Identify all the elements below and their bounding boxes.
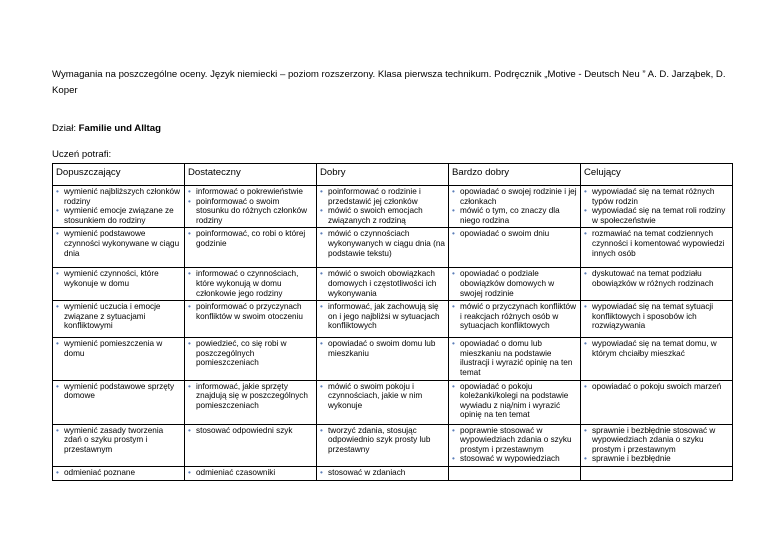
table-cell [185,338,317,380]
bullet-list [584,229,729,258]
table-cell [185,268,317,301]
list-item: • mówić o przyczynach konfliktów i reakcjach różnych osób w sytuacjach konfliktowych [452,302,577,331]
table-row [53,424,733,466]
bullet-list [188,426,313,436]
list-item: • wypowiadać się na temat sytuacji konfliktowych i sposobów ich rozwiązywania [584,302,729,331]
list-item: • sprawnie i bezbłędnie [584,454,729,464]
bullet-list [56,302,181,331]
table-cell [185,228,317,268]
bullet-list [320,339,445,358]
list-item: • opowiadać o swoim domu lub mieszkaniu [320,339,445,358]
list-item: • mówić o swoich emocjach związanych z rodziną [320,206,445,225]
bullet-list [320,426,445,455]
bullet-list [56,339,181,358]
table-cell [581,186,733,228]
list-item: • wymienić uczucia i emocje związane z sytuacjami konfliktowymi [56,302,181,331]
bullet-list [56,229,181,258]
list-item: • informować, jak zachowują się on i jego najbliżsi w sytuacjach konfliktowych [320,302,445,331]
bullet-list [56,468,181,478]
list-item: • wymienić czynności, które wykonuje w domu [56,269,181,288]
bullet-list [320,229,445,258]
table-cell [581,338,733,380]
table-cell [185,186,317,228]
bullet-list [452,269,577,298]
col-header-dobry: Dobry [317,164,449,186]
col-header-celujacy: Celujący [581,164,733,186]
table-body [53,186,733,481]
bullet-list [56,187,181,225]
table-cell [317,228,449,268]
list-item: • opowiadać o pokoju swoich marzeń [584,382,729,392]
table-cell [53,466,185,480]
bullet-list [452,339,577,377]
table-cell [449,301,581,338]
list-item: • informować, jakie sprzęty znajdują się w poszczególnych pomieszczeniach [188,382,313,411]
table-cell [185,424,317,466]
table-cell [185,466,317,480]
list-item: • rozmawiać na temat codziennych czynności i komentować wypowiedzi innych osób [584,229,729,258]
bullet-list [188,468,313,478]
list-item: • opowiadać o domu lub mieszkaniu na podstawie ilustracji i wyrazić opinię na ten temat [452,339,577,377]
list-item: • wypowiadać się na temat domu, w którym chciałby mieszkać [584,339,729,358]
table-row [53,186,733,228]
table-cell [53,268,185,301]
table-row [53,268,733,301]
bullet-list [320,187,445,225]
table-cell [449,424,581,466]
list-item: • poinformować o swoim stosunku do różnych członków rodziny [188,197,313,226]
table-cell [185,380,317,424]
bullet-list [188,269,313,298]
section-heading [52,123,161,134]
bullet-list [452,302,577,331]
bullet-list [188,229,313,248]
table-cell [53,424,185,466]
list-item: • opowiadać o pokoju koleżanki/kolegi na podstawie wywiadu z nią/nim i wyrazić opinię na ten temat [452,382,577,420]
table-row [53,380,733,424]
document-intro: Wymagania na poszczególne oceny. Język niemiecki – poziom rozszerzony. Klasa pierwsza technikum. Podręcznik „Motive - Deutsch Neu ” A. D. Jarząbek, D. Koper [52,69,726,96]
list-item: • tworzyć zdania, stosując odpowiednio szyk prosty lub przestawny [320,426,445,455]
bullet-list [56,382,181,401]
table-cell [581,424,733,466]
bullet-list [320,468,445,478]
list-item: • wymienić pomieszczenia w domu [56,339,181,358]
table-cell [53,301,185,338]
list-item: • mówić o swoim pokoju i czynnościach, jakie w nim wykonuje [320,382,445,411]
bullet-list [584,426,729,464]
bullet-list [452,382,577,420]
list-item: • poinformować o przyczynach konfliktów w swoim otoczeniu [188,302,313,321]
bullet-list [584,302,729,331]
list-item: • mówić o czynnościach wykonywanych w ciągu dnia (na podstawie tekstu) [320,229,445,258]
list-item: • wymienić podstawowe czynności wykonywane w ciągu dnia [56,229,181,258]
table-header-row [53,164,733,186]
bullet-list [188,382,313,411]
list-item: • powiedzieć, co się robi w poszczególnych pomieszczeniach [188,339,313,368]
table-row [53,301,733,338]
list-item: • stosować w wypowiedziach [452,454,577,464]
bullet-list [584,269,729,288]
table-cell [581,268,733,301]
list-item: • wymienić zasady tworzenia zdań o szyku prostym i przestawnym [56,426,181,455]
bullet-list [320,269,445,298]
bullet-list [188,339,313,368]
table-cell [449,268,581,301]
list-item: • opowiadać o swojej rodzinie i jej członkach [452,187,577,206]
table-cell [449,228,581,268]
list-item: • stosować odpowiedni szyk [188,426,313,436]
list-item: • odmieniać czasowniki [188,468,313,478]
list-item: • wypowiadać się na temat roli rodziny w społeczeństwie [584,206,729,225]
col-header-dostateczny: Dostateczny [185,164,317,186]
student-can-label: Uczeń potrafi: [52,149,112,160]
list-item: • wymienić najbliższych członków rodziny [56,187,181,206]
table-cell [53,380,185,424]
table-cell [317,424,449,466]
list-item: • wymienić emocje związane ze stosunkiem do rodziny [56,206,181,225]
table-cell [53,338,185,380]
table-row [53,466,733,480]
list-item: • poinformować o rodzinie i przedstawić jej członków [320,187,445,206]
list-item: • poprawnie stosować w wypowiedziach zdania o szyku prostym i przestawnym [452,426,577,455]
table-cell [449,466,581,480]
table-cell [449,380,581,424]
requirements-table [52,163,733,481]
table-cell [53,186,185,228]
list-item: • poinformować, co robi o której godzinie [188,229,313,248]
bullet-list [188,302,313,321]
bullet-list [452,229,577,239]
list-item: • dyskutować na temat podziału obowiązków w różnych rodzinach [584,269,729,288]
list-item: • mówić o tym, co znaczy dla niego rodzina [452,206,577,225]
list-item: • opowiadać o podziale obowiązków domowych w swojej rodzinie [452,269,577,298]
table-cell [581,380,733,424]
list-item: • wymienić podstawowe sprzęty domowe [56,382,181,401]
list-item: • wypowiadać się na temat różnych typów rodzin [584,187,729,206]
list-item: • stosować w zdaniach [320,468,445,478]
table-cell [449,338,581,380]
table-cell [317,338,449,380]
list-item: • mówić o swoich obowiązkach domowych i częstotliwości ich wykonywania [320,269,445,298]
table-cell [317,186,449,228]
bullet-list [320,302,445,331]
table-cell [53,228,185,268]
table-cell [581,301,733,338]
table-row [53,228,733,268]
table-cell [317,380,449,424]
table-cell [317,466,449,480]
bullet-list [584,339,729,358]
bullet-list [56,426,181,455]
table-cell [317,301,449,338]
bullet-list [56,269,181,288]
list-item: • informować o czynnościach, które wykonują w domu członkowie jego rodziny [188,269,313,298]
table-cell [449,186,581,228]
section-title: Familie und Alltag [78,123,161,134]
bullet-list [584,187,729,225]
table-cell [581,466,733,480]
table-row [53,338,733,380]
bullet-list [584,382,729,392]
table-cell [581,228,733,268]
table-cell [185,301,317,338]
bullet-list [452,426,577,464]
bullet-list [320,382,445,411]
bullet-list [188,187,313,225]
col-header-dopuszczajacy: Dopuszczający [53,164,185,186]
list-item: • informować o pokrewieństwie [188,187,313,197]
col-header-bardzo-dobry: Bardzo dobry [449,164,581,186]
list-item: • sprawnie i bezbłędnie stosować w wypowiedziach zdania o szyku prostym i przestawnym [584,426,729,455]
table-cell [317,268,449,301]
list-item: • odmieniać poznane [56,468,181,478]
list-item: • opowiadać o swoim dniu [452,229,577,239]
bullet-list [452,187,577,225]
section-label: Dział: [52,123,76,134]
